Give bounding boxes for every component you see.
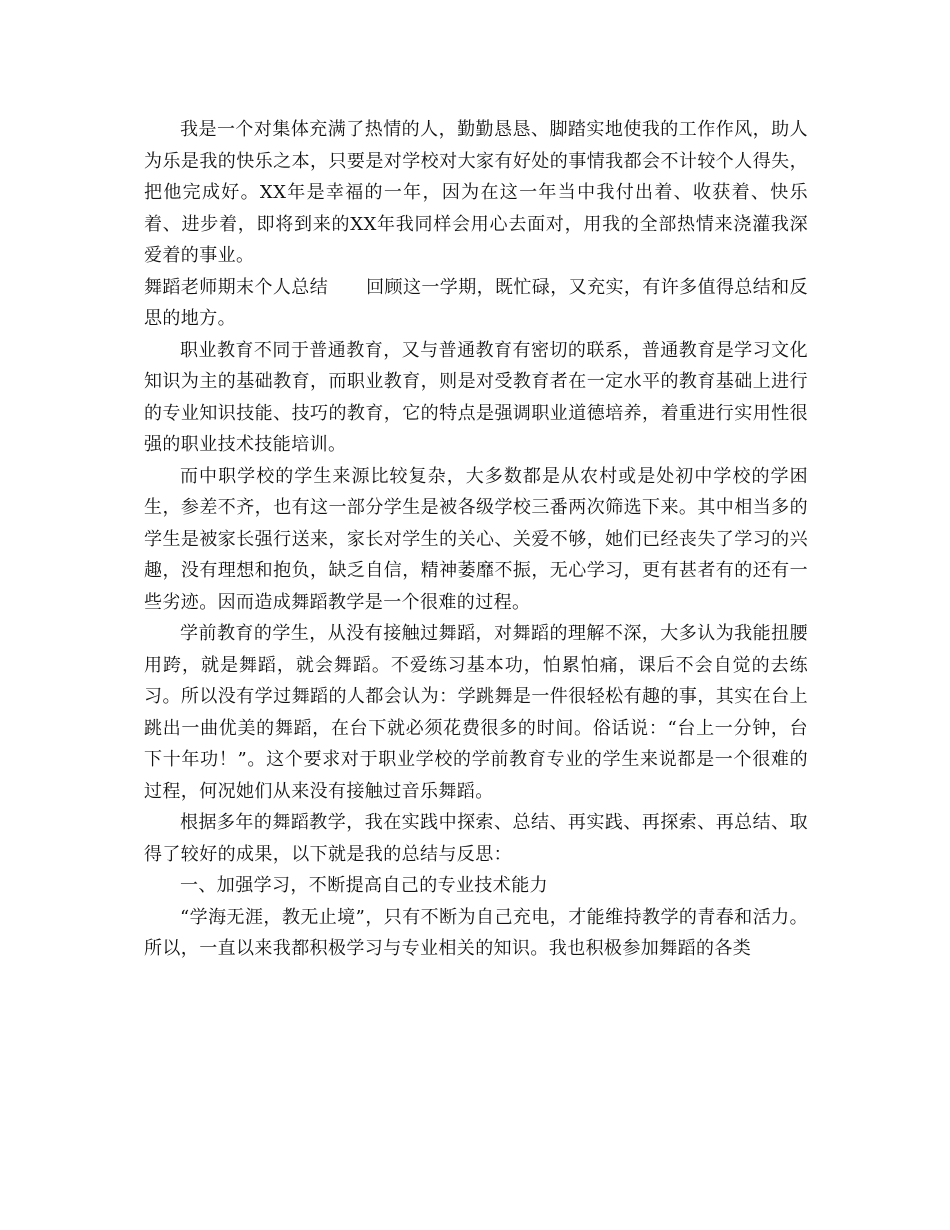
paragraph-2 xyxy=(144,272,808,335)
document-page xyxy=(144,114,808,965)
section-intro: 回顾这一学期，既忙碌，又充实，有许多值得总结和反思的地方。 xyxy=(144,276,808,329)
paragraph-7: “学海无涯，教无止境”，只有不断为自己充电，才能维持教学的青春和活力。所以，一直以来我都积极学习与专业相关的知识。我也积极参加舞蹈的各类 xyxy=(144,906,808,959)
paragraph-4: 而中职学校的学生来源比较复杂，大多数都是从农村或是处初中学校的学困生，参差不齐，也有这一部分学生是被各级学校三番两次筛选下来。其中相当多的学生是被家长强行送来，家长对学生的关心、关爱不够，她们已经丧失了学习的兴趣，没有理想和抱负，缺乏自信，精神萎靡不振，无心学习，更有甚者有的还有一些劣迹。因而造成舞蹈教学是一个很难的过程。 xyxy=(144,465,808,613)
heading-1: 一、加强学习，不断提高自己的专业技术能力 xyxy=(180,875,548,896)
section-title: 舞蹈老师期末个人总结 xyxy=(144,276,329,298)
paragraph-6: 根据多年的舞蹈教学，我在实践中探索、总结、再实践、再探索、再总结、取得了较好的成果，以下就是我的总结与反思： xyxy=(144,812,808,865)
paragraph-5: 学前教育的学生，从没有接触过舞蹈，对舞蹈的理解不深，大多认为我能扭腰用跨，就是舞蹈，就会舞蹈。不爱练习基本功，怕累怕痛，课后不会自觉的去练习。所以没有学过舞蹈的人都会认为：学跳舞是一件很轻松有趣的事，其实在台上跳出一曲优美的舞蹈，在台下就必须花费很多的时间。俗话说：“台上一分钟，台下十年功！”。这个要求对于职业学校的学前教育专业的学生来说都是一个很难的过程，何况她们从来没有接触过音乐舞蹈。 xyxy=(144,623,808,802)
paragraph-3: 职业教育不同于普通教育，又与普通教育有密切的联系，普通教育是学习文化知识为主的基础教育，而职业教育，则是对受教育者在一定水平的教育基础上进行的专业知识技能、技巧的教育，它的特点是强调职业道德培养，着重进行实用性很强的职业技术技能培训。 xyxy=(144,339,808,455)
paragraph-1: 我是一个对集体充满了热情的人，勤勤恳恳、脚踏实地使我的工作作风，助人为乐是我的快乐之本，只要是对学校对大家有好处的事情我都会不计较个人得失，把他完成好。XX年是幸福的一年，因为在这一年当中我付出着、收获着、快乐着、进步着，即将到来的XX年我同样会用心去面对，用我的全部热情来浇灌我深爱着的事业。 xyxy=(144,119,808,266)
